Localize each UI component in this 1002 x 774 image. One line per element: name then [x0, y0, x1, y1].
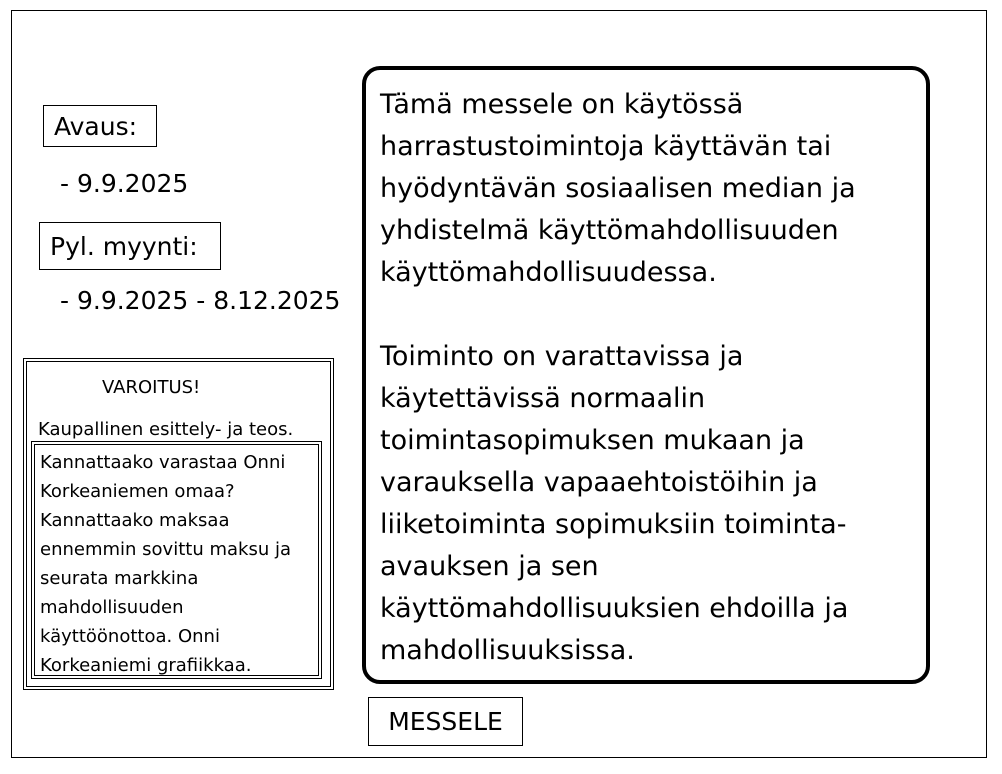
warning-text-box [31, 441, 322, 679]
description-line: hyödyntävän sosiaalisen median ja [380, 173, 856, 204]
description-line: käyttömahdollisuudessa. [380, 257, 717, 288]
warning-line: Korkeaniemen omaa? [40, 481, 235, 502]
warning-text-box-inner [34, 444, 319, 676]
description-line: käytettävissä normaalin [380, 383, 706, 414]
description-line: toimintasopimuksen mukaan ja [380, 425, 805, 456]
description-line: varauksella vapaaehtoistöihin ja [380, 467, 818, 498]
description-line: Toiminto on varattavissa ja [380, 341, 744, 372]
warning-line: Kannattaako varastaa Onni [40, 452, 286, 473]
warning-title: VAROITUS! [102, 377, 201, 398]
warning-line: käyttöönottoa. Onni [40, 626, 220, 647]
warning-line: ennemmin sovittu maksu ja [40, 539, 291, 560]
permanent-sales-label-box [39, 222, 221, 270]
opening-label-box [43, 105, 157, 147]
paragraph-gap [380, 294, 926, 336]
warning-line: mahdollisuuden [40, 597, 184, 618]
permanent-sales-date: - 9.9.2025 - 8.12.2025 [60, 286, 341, 315]
description-box [362, 66, 930, 684]
permanent-sales-label: Pyl. myynti: [50, 231, 198, 261]
opening-date: - 9.9.2025 [60, 169, 189, 198]
warning-box [23, 358, 334, 690]
description-line: liiketoiminta sopimuksiin toiminta- [380, 509, 847, 540]
description-line: harrastustoimintoja käyttävän tai [380, 131, 832, 162]
description-line: käyttömahdollisuuksien ehdoilla ja [380, 593, 849, 624]
warning-line: seurata markkina [40, 568, 199, 589]
description-line: avauksen ja sen [380, 551, 599, 582]
messele-label: MESSELE [388, 707, 503, 736]
opening-label: Avaus: [54, 111, 138, 141]
description-line: Tämä messele on käytössä [380, 89, 744, 120]
description-line: mahdollisuuksissa. [380, 635, 635, 666]
warning-subtitle: Kaupallinen esittely- ja teos. [38, 419, 294, 440]
warning-line: Kannattaako maksaa [40, 510, 230, 531]
warning-line: Korkeaniemi grafiikkaa. [40, 655, 252, 676]
description-line: yhdistelmä käyttömahdollisuuden [380, 215, 839, 246]
messele-label-box [368, 697, 523, 746]
